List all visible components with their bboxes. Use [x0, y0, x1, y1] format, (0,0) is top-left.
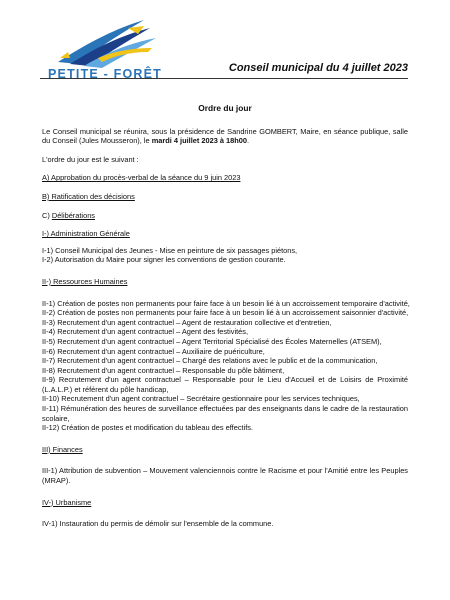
- logo-swoosh-icon: [40, 18, 170, 70]
- agenda-item: II-1) Création de postes non permanents pour faire face à un besoin lié à un accroissement temporaire d'activité,: [42, 298, 410, 308]
- group-heading-finances: III) Finances: [42, 444, 83, 454]
- group-heading-urbanisme: IV-) Urbanisme: [42, 497, 92, 507]
- agenda-item: I-1) Conseil Municipal des Jeunes - Mise en peinture de six passages piétons,: [42, 245, 298, 255]
- section-c-prefix: C): [42, 210, 52, 220]
- agenda-item: II-6) Recrutement d'un agent contractuel – Auxiliaire de puériculture,: [42, 346, 265, 356]
- agenda-item: II-11) Rémunération des heures de surveillance effectuées par des enseignants dans le cadre de la restauration scolaire,: [42, 404, 408, 423]
- petite-foret-logo: [40, 18, 170, 81]
- agenda-item: III-1) Attribution de subvention – Mouvement valenciennois contre le Racisme et pour l'Amitié entre les Peuples (MRAP).: [42, 466, 408, 486]
- document-body: [42, 104, 408, 529]
- section-b: B) Ratification des décisions: [42, 191, 135, 201]
- group-heading-ressources-humaines: II-) Ressources Humaines: [42, 276, 128, 286]
- agenda-item: IV-1) Instauration du permis de démolir sur l'ensemble de la commune.: [42, 519, 274, 529]
- agenda-item: II-10) Recrutement d'un agent contractuel – Secrétaire gestionnaire pour les services techniques,: [42, 394, 360, 404]
- agenda-item: I-2) Autorisation du Maire pour signer les conventions de gestion courante.: [42, 255, 286, 265]
- meeting-datetime: mardi 4 juillet 2023 à 18h00: [151, 136, 247, 146]
- agenda-item: II-3) Recrutement d'un agent contractuel – Agent de restauration collective et d'entretien,: [42, 317, 332, 327]
- agenda-item: II-7) Recrutement d'un agent contractuel – Chargé des relations avec le public et de la communication,: [42, 356, 378, 366]
- agenda-lead: L'ordre du jour est le suivant :: [42, 154, 139, 164]
- group-heading-administration: I-) Administration Générale: [42, 229, 130, 239]
- agenda-item: II-2) Création de postes non permanents pour faire face à un besoin lié à un accroissement saisonnier d'activité,: [42, 308, 409, 318]
- logo-text: PETITE - FORÊT: [48, 67, 163, 81]
- intro-end: .: [247, 136, 250, 146]
- agenda-item: II-9) Recrutement d'un agent contractuel – Responsable pour le Lieu d'Accueil et de Loisirs de Proximité (L.A.L.P.) et référent du pôle handicap,: [42, 375, 408, 394]
- agenda-item: II-4) Recrutement d'un agent contractuel – Agent des festivités,: [42, 327, 248, 337]
- agenda-item: II-12) Création de postes et modification du tableau des effectifs.: [42, 423, 254, 433]
- document-title: Ordre du jour: [198, 103, 252, 113]
- header-title: Conseil municipal du 4 juillet 2023: [228, 62, 408, 74]
- intro-paragraph: [42, 127, 408, 146]
- section-a: A) Approbation du procès-verbal de la séance du 9 juin 2023: [42, 173, 241, 183]
- header-divider: [40, 78, 408, 79]
- intro-text: Le Conseil municipal se réunira, sous la présidence de Sandrine GOMBERT, Maire, en séance publique, salle du Conseil (Jules Mousseron), le: [42, 126, 408, 146]
- agenda-item: II-5) Recrutement d'un agent contractuel – Agent Territorial Spécialisé des Écoles Maternelles (ATSEM),: [42, 336, 382, 346]
- section-c-label: Délibérations: [51, 210, 95, 220]
- section-c: [42, 211, 408, 221]
- agenda-item: II-8) Recrutement d'un agent contractuel – Responsable du pôle bâtiment,: [42, 365, 285, 375]
